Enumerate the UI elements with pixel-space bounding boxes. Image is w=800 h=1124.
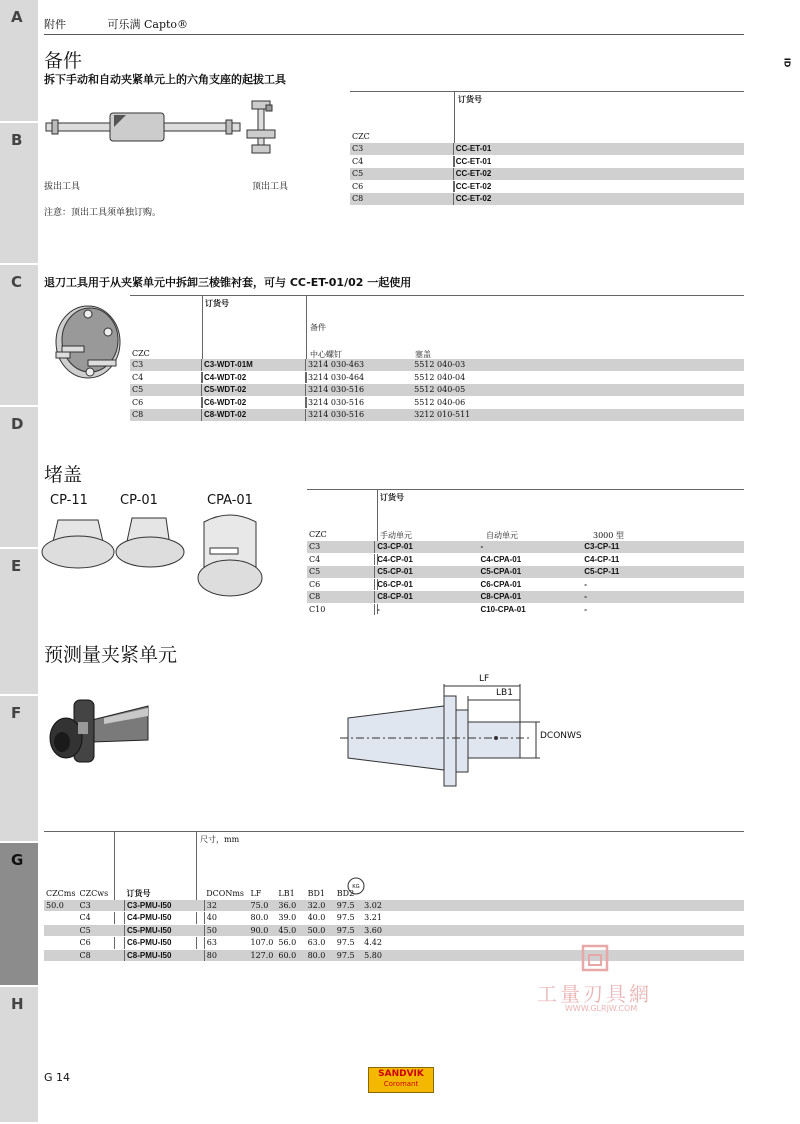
table-col-header: 订货号	[380, 493, 404, 502]
table-cell: C5	[307, 566, 375, 579]
header-left: 附件	[44, 18, 66, 31]
table-cell: CC-ET-01	[453, 143, 744, 155]
table-row	[130, 384, 744, 397]
table-cell: 97.5	[335, 949, 362, 962]
table-row	[307, 591, 744, 604]
table-cell: 5.80	[362, 949, 744, 962]
table-cell: C4-CPA-01	[478, 553, 582, 566]
table-cell: 97.5	[335, 900, 362, 912]
table-cell: 3214 030-464	[305, 371, 412, 384]
table-cell: C8	[350, 193, 453, 206]
page-number: G 14	[44, 1071, 71, 1084]
table-row	[350, 143, 744, 155]
dim-dcon-ws: DCONWS	[540, 731, 582, 741]
table-cell: C10	[307, 603, 375, 616]
section4-rows	[44, 888, 744, 962]
table-header-cell: 订货号	[126, 889, 151, 898]
table-col-header: 订货号	[205, 299, 229, 308]
section1-note: 注意：顶出工具须单独订购。	[44, 208, 162, 218]
clamping-unit-photo	[44, 680, 164, 780]
section2-table	[130, 295, 744, 419]
table-cell: 3.21	[362, 912, 744, 925]
section3-title: 堵盖	[44, 464, 83, 486]
tab-a[interactable]: A	[0, 0, 38, 123]
table-cell: 40	[204, 912, 248, 925]
table-cell: -	[582, 591, 744, 604]
tab-f[interactable]: F	[0, 696, 38, 843]
table-row	[350, 168, 744, 181]
table-cell: 3214 030-516	[305, 384, 412, 397]
table-cell: C8-PMU-I50	[124, 949, 204, 962]
table-cell: C6-WDT-02	[201, 396, 305, 409]
table-row	[307, 553, 744, 566]
svg-text:KG: KG	[352, 884, 360, 890]
tab-e[interactable]: E	[0, 549, 38, 696]
table-cell: 3214 030-516	[305, 396, 412, 409]
table-cell: 36.0	[276, 900, 305, 912]
spare-parts-header: 备件	[310, 323, 326, 332]
table-cell: CC-ET-02	[453, 193, 744, 206]
table-cell: 75.0	[248, 900, 276, 912]
table-row	[350, 193, 744, 206]
watermark-logo-icon	[580, 943, 610, 973]
auto-unit-header: 自动单元	[486, 531, 518, 540]
table-cell: 56.0	[276, 937, 305, 950]
table-cell: C8-CPA-01	[478, 591, 582, 604]
table-cell: 97.5	[335, 937, 362, 950]
section3-rows	[307, 541, 744, 616]
table-cell: C5-CP-11	[582, 566, 744, 579]
table-cell: C6-PMU-I50	[124, 937, 204, 950]
table-header-cell: LB1	[278, 889, 295, 898]
table-cell: -	[478, 541, 582, 553]
extractor-tool-drawing	[44, 95, 294, 170]
table-cell: 50.0	[44, 900, 78, 912]
table-cell: C8-CP-01	[375, 591, 479, 604]
table-cell: C3	[350, 143, 453, 155]
section2-subtitle: 退刀工具用于从夹紧单元中拆卸三棱锥衬套，可与 CC-ET-01/02 一起使用	[44, 276, 412, 289]
table-cell: 3.02	[362, 900, 744, 912]
table-cell: C8	[78, 949, 125, 962]
table-row	[44, 949, 744, 962]
table-cell: C6-CPA-01	[478, 578, 582, 591]
table-row	[307, 578, 744, 591]
table-cell: C3	[307, 541, 375, 553]
table-cell: 39.0	[276, 912, 305, 925]
table-cell: 50.0	[306, 924, 335, 937]
section1-table	[350, 91, 744, 203]
cp11-label: CP-11	[50, 493, 88, 508]
table-cell: 63	[204, 937, 248, 950]
table-row-label: CZC	[132, 349, 150, 358]
cap-plug-header: 塞盖	[415, 350, 431, 359]
table-cell: C3-WDT-01M	[201, 359, 305, 371]
table-row	[44, 924, 744, 937]
table-cell: C4-CP-11	[582, 553, 744, 566]
table-cell: C4	[130, 371, 201, 384]
table-cell: 4.42	[362, 937, 744, 950]
table-row	[350, 155, 744, 168]
table-cell	[44, 924, 78, 937]
table-row	[307, 566, 744, 579]
section-tabs	[0, 0, 38, 1122]
table-row	[130, 396, 744, 409]
table-cell: C6	[307, 578, 375, 591]
table-row	[350, 180, 744, 193]
header-rule	[44, 34, 744, 35]
header-right: 可乐满 Capto®	[107, 18, 189, 31]
table-cell: 5512 040-03	[412, 359, 744, 371]
watermark-url: WWW.GLRJW.COM	[565, 1004, 638, 1013]
table-cell: 97.5	[335, 924, 362, 937]
table-cell: C3	[130, 359, 201, 371]
extractor-caption: 拔出工具	[44, 182, 81, 192]
table-header-cell: BD1	[307, 889, 325, 898]
tab-b[interactable]: B	[0, 123, 38, 265]
table-cell: 63.0	[306, 937, 335, 950]
table-cell: C4-CP-01	[375, 553, 479, 566]
tab-d[interactable]: D	[0, 407, 38, 549]
table-cell: C6	[130, 396, 201, 409]
table-cell: 80.0	[306, 949, 335, 962]
table-row	[44, 912, 744, 925]
table-cell: 32	[204, 900, 248, 912]
tab-g[interactable]: G	[0, 843, 38, 987]
type3000-header: 3000 型	[593, 531, 624, 540]
table-cell: 97.5	[335, 912, 362, 925]
ejector-caption: 顶出工具	[252, 182, 289, 192]
dimension-header: 尺寸，mm	[200, 835, 240, 844]
tab-c[interactable]: C	[0, 265, 38, 407]
cpa01-label: CPA-01	[207, 493, 253, 508]
table-row	[307, 541, 744, 553]
section4-table	[44, 831, 744, 960]
table-cell: C5	[130, 384, 201, 397]
manual-unit-header: 手动单元	[380, 531, 412, 540]
table-cell: C5-CPA-01	[478, 566, 582, 579]
table-cell: C8-WDT-02	[201, 409, 305, 422]
table-cell: 40.0	[306, 912, 335, 925]
table-cell: C5-CP-01	[375, 566, 479, 579]
table-header-cell: LF	[250, 889, 262, 898]
table-cell: 60.0	[276, 949, 305, 962]
cp01-label: CP-01	[120, 493, 158, 508]
sandvik-logo: SANDVIK Coromant	[368, 1067, 434, 1093]
table-cell: CC-ET-02	[453, 168, 744, 181]
withdrawal-tool-drawing	[48, 300, 128, 390]
table-cell: 3214 030-463	[305, 359, 412, 371]
section1-title: 备件	[44, 50, 83, 72]
table-cell: C5-WDT-02	[201, 384, 305, 397]
table-cell: -	[582, 603, 744, 616]
section1-subtitle: 拆下手动和自动夹紧单元上的六角支座的起拔工具	[44, 73, 286, 86]
table-header-cell	[362, 888, 744, 900]
page-header	[44, 16, 188, 32]
table-cell: C3	[78, 900, 125, 912]
table-cell: C6	[350, 180, 453, 193]
table-cell: C5-PMU-I50	[124, 924, 204, 937]
table-header-cell: BD2	[336, 889, 355, 898]
table-cell: -	[582, 578, 744, 591]
table-cell: C10-CPA-01	[478, 603, 582, 616]
table-cell: -	[375, 603, 479, 616]
table-cell: C4	[78, 912, 125, 925]
table-cell: C4	[307, 553, 375, 566]
table-cell: CC-ET-01	[453, 155, 744, 168]
table-row	[44, 937, 744, 950]
table-row	[130, 359, 744, 371]
watermark-text: 工量刃具網	[537, 982, 652, 1006]
table-cell: C3-CP-11	[582, 541, 744, 553]
section2-rows	[130, 359, 744, 422]
table-row-label: CZC	[309, 530, 327, 539]
table-cell: 107.0	[248, 937, 276, 950]
table-cell: 3.60	[362, 924, 744, 937]
tab-h[interactable]: H	[0, 987, 38, 1124]
table-cell: 127.0	[248, 949, 276, 962]
table-cell: CC-ET-02	[453, 180, 744, 193]
table-col-header: 订货号	[458, 95, 482, 104]
table-row	[130, 409, 744, 422]
table-cell: C4-PMU-I50	[124, 912, 204, 925]
section3-table	[307, 489, 744, 614]
table-cell: 80	[204, 949, 248, 962]
table-cell: C8	[130, 409, 201, 422]
dim-lf: LF	[479, 674, 490, 684]
table-cell: C8	[307, 591, 375, 604]
table-cell: 50	[204, 924, 248, 937]
table-cell	[44, 949, 78, 962]
table-cell: C3-PMU-I50	[124, 900, 204, 912]
table-cell: 3212 010-511	[412, 409, 744, 422]
table-row	[130, 371, 744, 384]
cover-caps-drawing	[40, 510, 270, 602]
table-cell	[44, 912, 78, 925]
table-row	[307, 603, 744, 616]
table-cell: 5512 040-06	[412, 396, 744, 409]
table-cell	[44, 937, 78, 950]
table-cell: C4-WDT-02	[201, 371, 305, 384]
table-cell: C4	[350, 155, 453, 168]
table-cell: C6	[78, 937, 125, 950]
section4-title: 预测量夹紧单元	[44, 644, 178, 666]
table-cell: 3214 030-516	[305, 409, 412, 422]
table-row-label: CZC	[352, 132, 370, 141]
table-header-cell: CZCms	[46, 889, 76, 898]
table-header-cell: DCONms	[206, 889, 245, 898]
dim-lb1: LB1	[496, 688, 513, 698]
center-screw-header: 中心螺钉	[310, 350, 342, 359]
table-cell: 5512 040-04	[412, 371, 744, 384]
table-cell: C6-CP-01	[375, 578, 479, 591]
table-cell: C5	[78, 924, 125, 937]
table-cell: C5	[350, 168, 453, 181]
table-cell: 5512 040-05	[412, 384, 744, 397]
table-cell: 32.0	[306, 900, 335, 912]
table-cell: C3-CP-01	[375, 541, 479, 553]
table-row	[44, 900, 744, 912]
table-cell: 90.0	[248, 924, 276, 937]
table-cell: 45.0	[276, 924, 305, 937]
table-cell: 80.0	[248, 912, 276, 925]
side-label: ID	[782, 57, 792, 68]
section1-rows	[350, 143, 744, 206]
table-header-cell: CZCws	[79, 889, 109, 898]
